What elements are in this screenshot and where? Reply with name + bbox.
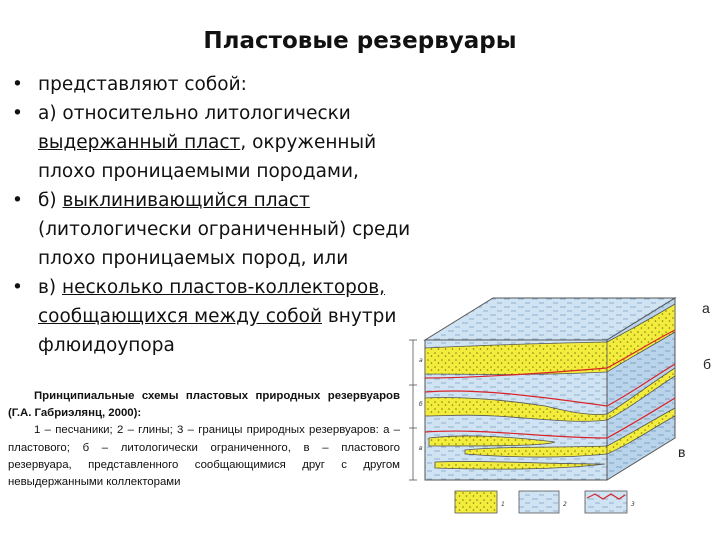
caption-title: Принципиальные схемы пластовых природных резервуаров (Г.А. Габриэлянц, 2000):: [8, 390, 400, 420]
bullet-3-prefix: б): [38, 190, 63, 211]
legend-label-1: 1: [501, 501, 505, 508]
bullet-dot: •: [12, 103, 23, 124]
scale-mark-v: в: [419, 445, 423, 452]
bullet-4-underlined: несколько пластов-коллекторов, сообщающихся между собой: [38, 277, 385, 327]
scale-mark-a: а: [419, 357, 423, 364]
bullet-2-prefix: а) относительно литологически: [38, 103, 351, 124]
bullet-2-suffix: , окруженный плохо проницаемыми породами,: [38, 132, 377, 182]
bullet-4-prefix: в): [38, 277, 63, 298]
legend-boundary-swatch: [585, 491, 627, 513]
caption-body: 1 – песчаники; 2 – глины; 3 – границы природных резервуаров: а – пластового; б – литологически ограниченного, в – пластового резервуара, представленного сообщающимися друг с другом невыдержанными коллекторами: [8, 424, 400, 489]
bullet-4: [8, 273, 428, 360]
bullet-dot: •: [12, 74, 23, 95]
label-v: в: [678, 444, 686, 460]
figure-caption: [8, 388, 400, 491]
bullet-2: [8, 99, 428, 186]
legend-label-3: 3: [631, 501, 635, 508]
bullet-3-suffix: (литологически ограниченный) среди плохо проницаемых пород, или: [38, 219, 411, 269]
bullet-dot: •: [12, 277, 23, 298]
bullet-dot: •: [12, 190, 23, 211]
label-a: а: [702, 300, 710, 316]
legend-sand-swatch: [455, 491, 497, 513]
slide-title: Пластовые резервуары: [203, 28, 517, 54]
legend-clay-swatch: [519, 491, 559, 513]
bullet-1: [8, 70, 428, 99]
legend: [455, 491, 635, 513]
bullet-2-underlined: выдержанный пласт: [38, 132, 241, 153]
bullet-list: [8, 70, 428, 360]
scale-mark-b: б: [419, 401, 423, 408]
reservoir-block-diagram: [405, 288, 705, 533]
legend-label-2: 2: [563, 501, 567, 508]
bullet-3: [8, 186, 428, 273]
bullet-1-text: представляют собой:: [38, 74, 247, 95]
bullet-4-suffix: внутри флюидоупора: [38, 306, 397, 356]
bullet-3-underlined: выклинивающийся пласт: [62, 190, 310, 211]
label-b: б: [703, 356, 712, 372]
